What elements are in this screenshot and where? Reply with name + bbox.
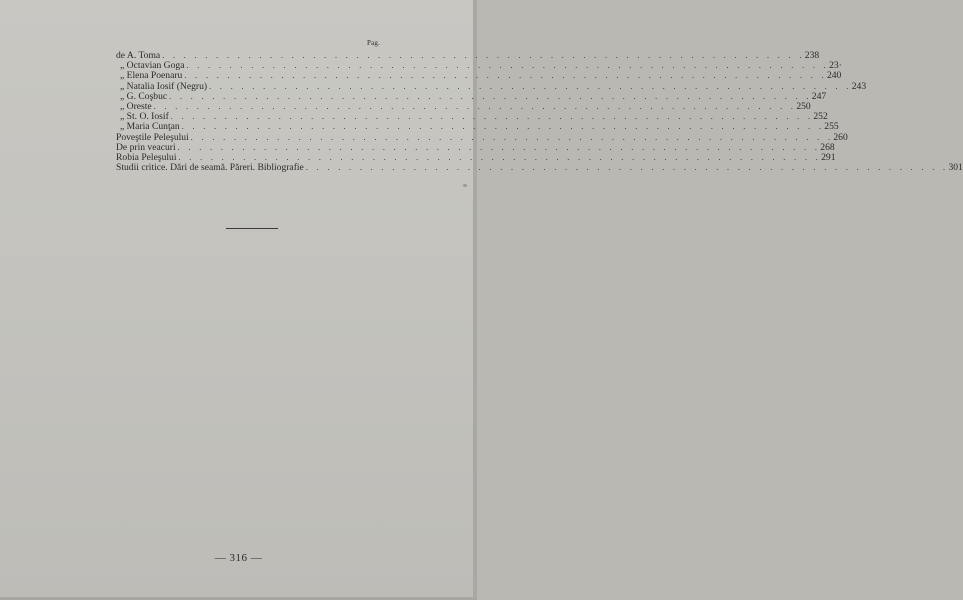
toc-title: „ Maria Cunţan — [120, 121, 180, 133]
toc-leader-dots: . . . . . . . . . . . . . . . . . . . . . . . . . . . . . . . . . . . . . . . . . . . . . . . . . . . . . . . . . . . . — [184, 71, 827, 81]
toc-page-number: 247 — [811, 90, 827, 102]
paper-speck — [463, 184, 467, 187]
toc-title: „ G. Coşbuc — [120, 90, 168, 102]
toc-leader-dots: . . . . . . . . . . . . . . . . . . . . . . . . . . . . . . . . . . . . . . . . . . . . . . . . . . . . . . . . . . . . — [162, 51, 805, 60]
toc-leader-dots: . . . . . . . . . . . . . . . . . . . . . . . . . . . . . . . . . . . . . . . . . . . . . . . . . . . . . . . . . . . . — [181, 122, 825, 132]
toc-leader-dots: . . . . . . . . . . . . . . . . . . . . . . . . . . . . . . . . . . . . . . . . . . . . . . . . . . . . . . . . . . . . — [153, 101, 797, 111]
toc-title: de A. Toma — [116, 50, 161, 61]
toc-page-number: 260 — [833, 131, 848, 143]
toc-title: „ Octavian Goga — [120, 60, 185, 72]
toc-leader-dots: . . . . . . . . . . . . . . . . . . . . . . . . . . . . . . . . . . . . . . . . . . . . . . . . . . . . . . . . . . . . — [169, 91, 812, 101]
toc-leader-dots: . . . . . . . . . . . . . . . . . . . . . . . . . . . . . . . . . . . . . . . . . . . . . . . . . . . . . . . . . . . . — [305, 163, 949, 173]
toc-leader-dots: . . . . . . . . . . . . . . . . . . . . . . . . . . . . . . . . . . . . . . . . . . . . . . . . . . . . . . . . . . . . — [170, 112, 814, 122]
toc-page-number: 240 — [826, 70, 842, 82]
toc-row — [116, 162, 963, 174]
toc-title: De prin veacuri — [116, 141, 176, 153]
toc-leader-dots: . . . . . . . . . . . . . . . . . . . . . . . . . . . . . . . . . . . . . . . . . . . . . . . . . . . . . . . . . . . . — [209, 81, 852, 91]
toc-page-number: 238 — [804, 50, 820, 61]
toc-title: Poveştile Peleşului — [116, 131, 189, 143]
toc-leader-dots: . . . . . . . . . . . . . . . . . . . . . . . . . . . . . . . . . . . . . . . . . . . . . . . . . . . . . . . . . . . . — [190, 132, 834, 142]
toc-page-number: 268 — [820, 141, 835, 153]
toc-page-number: 301 — [948, 162, 963, 174]
toc-row — [116, 121, 839, 133]
toc-title: „ Elena Poenaru — [120, 70, 183, 82]
toc-page-number: 243 — [851, 80, 867, 92]
toc-page-number: 23· — [829, 60, 842, 72]
toc-leader-dots: . . . . . . . . . . . . . . . . . . . . . . . . . . . . . . . . . . . . . . . . . . . . . . . . . . . . . . . . . . . . — [177, 142, 821, 152]
toc-page-number: 250 — [796, 100, 811, 112]
pag-column-label: Pag. — [367, 39, 381, 47]
page-number: — 316 — — [214, 552, 263, 564]
toc-page-number: 255 — [824, 121, 839, 133]
toc-title: „ Oreste — [120, 100, 152, 112]
toc-page-number: 252 — [813, 111, 828, 123]
table-of-contents — [116, 50, 963, 174]
toc-title: „ Natalia Iosif (Negru) — [120, 80, 208, 92]
toc-title: „ St. O. Iosif — [120, 111, 169, 123]
toc-row — [116, 90, 827, 102]
toc-title: Studii critice. Dări de seamă. Păreri. Bibliografie — [116, 162, 304, 174]
toc-leader-dots: . . . . . . . . . . . . . . . . . . . . . . . . . . . . . . . . . . . . . . . . . . . . . . . . . . . . . . . . . . . . — [186, 61, 830, 71]
toc-leader-dots: . . . . . . . . . . . . . . . . . . . . . . . . . . . . . . . . . . . . . . . . . . . . . . . . . . . . . . . . . . . . — [178, 152, 822, 162]
toc-title: Robia Peleşului — [116, 151, 177, 163]
toc-page-number: 291 — [821, 151, 836, 163]
section-divider — [226, 228, 278, 229]
